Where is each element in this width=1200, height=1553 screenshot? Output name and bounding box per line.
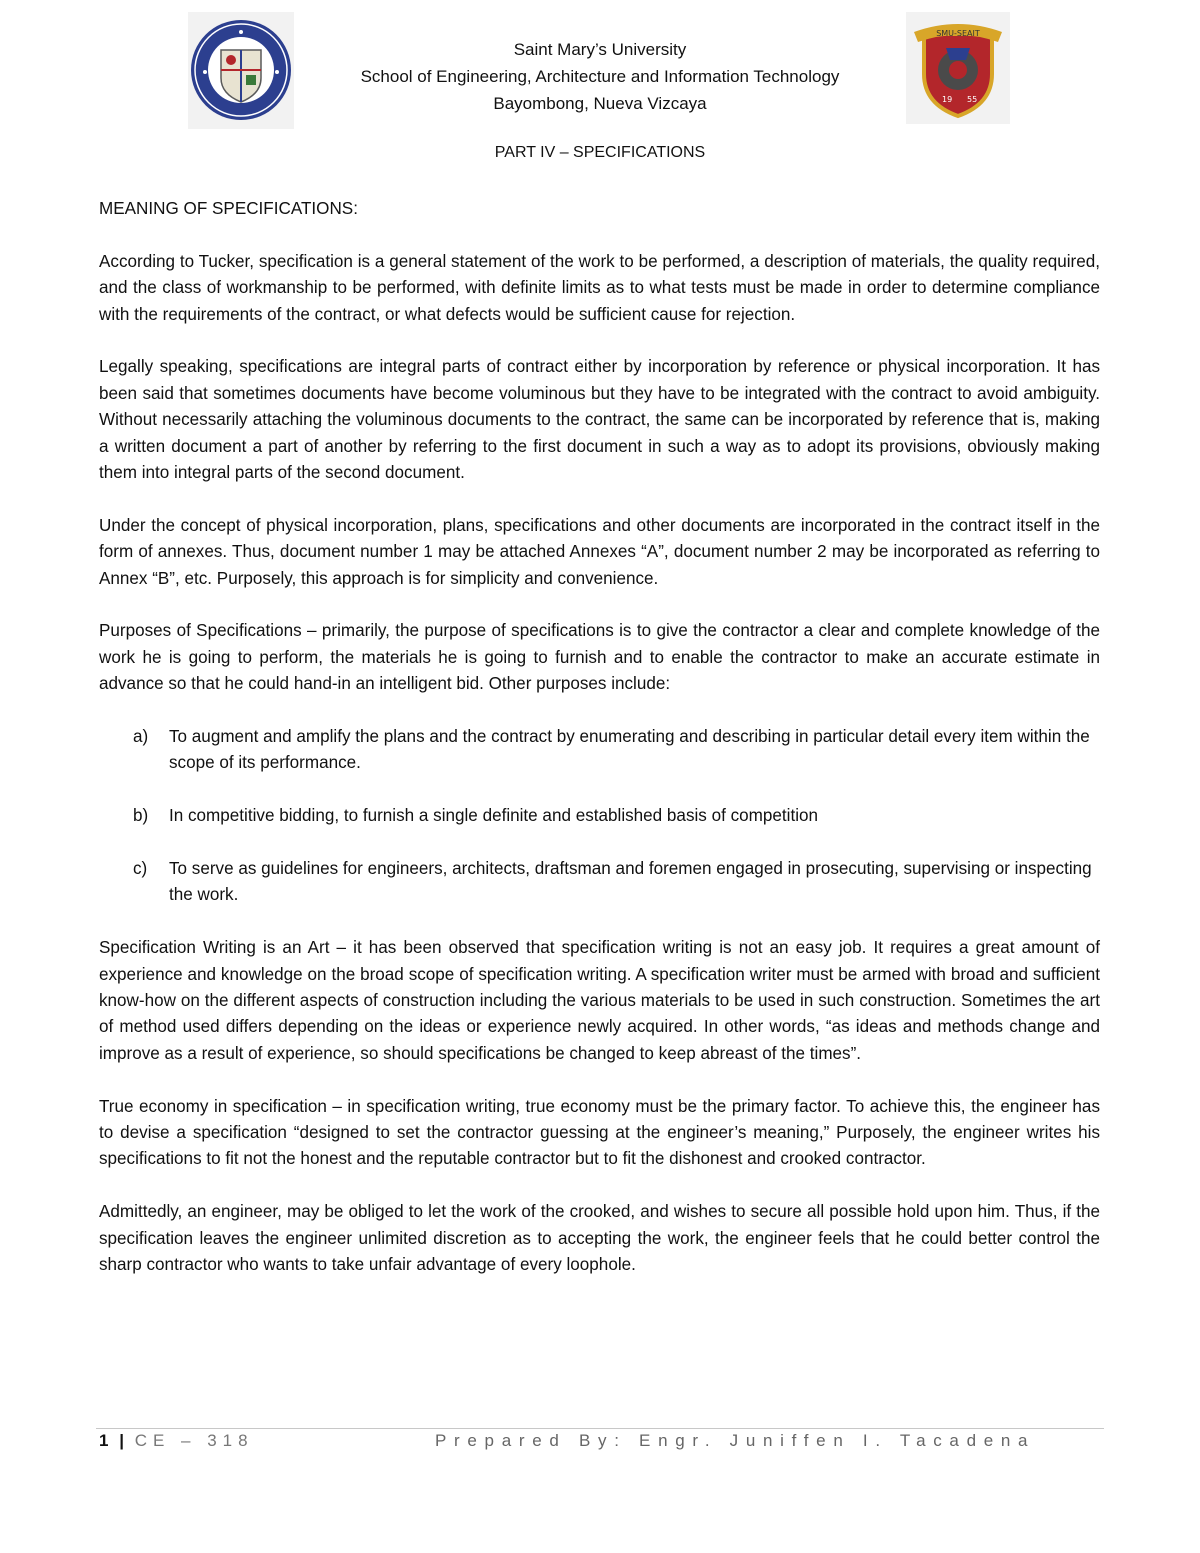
list-marker: c) xyxy=(133,859,148,879)
paragraph-purposes: Purposes of Specifications – primarily, the purpose of specifications is to give the contractor a clear and complete knowledge of the work he is going to perform, the materials he is going to furnish and to enable the contractor to make an accurate estimate in advance so that he could hand-in an intelligent bid. Other purposes include: xyxy=(99,621,1100,694)
section-heading: MEANING OF SPECIFICATIONS: xyxy=(99,199,358,218)
paragraph-physical-incorporation: Under the concept of physical incorporation, plans, specifications and other documents are incorporated in the contract itself in the form of annexes. Thus, document number 1 may be attached Annexes “A”, document number 2 may be incorporated as referring to Annex “B”, etc. Purposely, this approach is for simplicity and convenience. xyxy=(99,515,1100,588)
purposes-list xyxy=(99,724,1100,909)
list-marker: b) xyxy=(133,806,149,826)
list-item-text: In competitive bidding, to furnish a single definite and established basis of competition xyxy=(169,806,819,826)
prepared-by: Prepared By: Engr. Juniffen I. Tacadena xyxy=(435,1431,1036,1450)
list-item-text: To serve as guidelines for engineers, architects, draftsman and foremen engaged in prosecuting, supervising or inspecting the work. xyxy=(169,859,1092,905)
part-title: PART IV – SPECIFICATIONS xyxy=(494,144,706,161)
university-seal-icon xyxy=(188,12,294,129)
paragraph-legally-speaking: Legally speaking, specifications are integral parts of contract either by incorporation by reference or physical incorporation. It has been said that sometimes documents have become voluminous but they have to be integrated with the contract to avoid ambiguity. Without necessarily attaching the voluminous documents to the contract, the same can be incorporated by reference that is, making a written document a part of another by referring to the first document in such a way as to adopt its provisions, obviously making them into integral parts of the second document. xyxy=(99,357,1100,483)
paragraph-admittedly: Admittedly, an engineer, may be obliged to let the work of the crooked, and wishes to secure all possible hold upon him. Thus, if the specification leaves the engineer unlimited discretion as to accepting the work, the engineer feels that he could better control the sharp contractor who wants to take unfair advantage of every loophole. xyxy=(99,1202,1100,1275)
list-item xyxy=(99,803,1100,829)
page-footer xyxy=(99,1431,1100,1457)
seait-crest-icon xyxy=(906,12,1010,124)
footer-divider xyxy=(96,1428,1104,1429)
document-header xyxy=(300,36,900,117)
paragraph-tucker: According to Tucker, specification is a general statement of the work to be performed, a description of materials, the quality required, and the class of workmanship to be performed, with definite limits as to what tests must be made in order to determine compliance with the requirements of the contract, or what defects would be sufficient cause for rejection. xyxy=(99,251,1100,324)
list-item xyxy=(99,856,1100,909)
school-name: School of Engineering, Architecture and Information Technology xyxy=(360,67,840,86)
university-name: Saint Mary’s University xyxy=(513,40,687,59)
crest-year-left: 19 xyxy=(942,95,953,104)
list-item-text: To augment and amplify the plans and the contract by enumerating and describing in particular detail every item within the scope of its performance. xyxy=(169,727,1090,773)
crest-banner-text: SMU-SEAIT xyxy=(936,29,980,38)
crest-year-right: 55 xyxy=(967,95,978,104)
paragraph-true-economy: True economy in specification – in specification writing, true economy must be the primary factor. To achieve this, the engineer has to devise a specification “designed to set the contractor guessing at the engineer’s meaning,” Purposely, the engineer writes his specifications to fit not the honest and the reputable contractor but to fit the dishonest and crooked contractor. xyxy=(99,1096,1100,1169)
location: Bayombong, Nueva Vizcaya xyxy=(493,94,707,113)
list-item xyxy=(99,724,1100,777)
paragraph-specification-writing: Specification Writing is an Art – it has been observed that specification writing is not an easy job. It requires a great amount of experience and knowledge on the broad scope of specification writing. A specification writer must be armed with broad and sufficient know-how on the different aspects of construction including the various materials to be used in such construction. Sometimes the art of method used differs depending on the ideas or experience newly acquired. In other words, “as ideas and methods change and improve as a result of experience, so should specifications be changed to keep abreast of the times”. xyxy=(99,938,1100,1063)
page-number: 1 xyxy=(99,1431,109,1450)
course-code: CE – 318 xyxy=(134,1431,254,1450)
seait-crest-logo xyxy=(906,12,1010,124)
university-seal-logo xyxy=(188,12,294,129)
footer-left xyxy=(99,1431,254,1451)
list-marker: a) xyxy=(133,727,149,747)
document-body xyxy=(99,196,1100,1305)
footer-separator: | xyxy=(119,1431,124,1450)
